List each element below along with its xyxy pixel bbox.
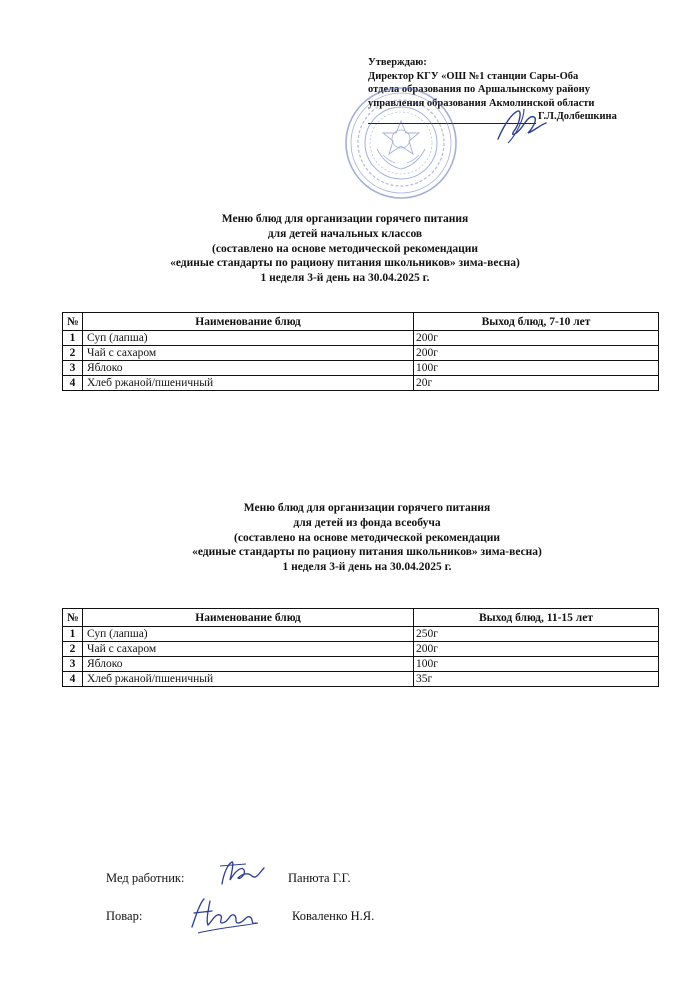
official-seal-stamp [343,85,459,201]
menu1-title-line: «единые стандарты по рациону питания школьников» зима-весна) [170,257,520,270]
menu2-table [62,608,659,687]
portion-size: 200г [414,346,659,361]
portion-size: 200г [414,642,659,657]
menu1-title [0,212,694,286]
row-number: 3 [63,657,83,672]
menu1-title-line: для детей начальных классов [267,227,423,240]
approval-line-2: отдела образования по Аршалынскому району [368,84,590,96]
row-number: 4 [63,376,83,391]
dish-name: Чай с сахаром [83,346,414,361]
menu2-title-line: 1 неделя 3-й день на 30.04.2025 г. [282,561,452,574]
portion-size: 250г [414,627,659,642]
table-row [63,346,659,361]
medic-name: Панюта Г.Г. [288,871,351,885]
medic-signature [216,858,270,890]
row-number: 1 [63,331,83,346]
menu1-table [62,312,659,391]
menu2-title-line: для детей из фонда всеобуча [293,516,441,529]
dish-name: Яблоко [83,361,414,376]
director-signature [494,105,550,145]
table-row [63,672,659,687]
approval-heading: Утверждаю: [368,57,427,68]
table-header-row [63,609,659,627]
table-row [63,657,659,672]
dish-name: Хлеб ржаной/пшеничный [83,672,414,687]
header-dish-name: Наименование блюд [83,313,414,331]
row-number: 1 [63,627,83,642]
approval-line-1: Директор КГУ «ОШ №1 станции Сары-Оба [368,70,579,82]
dish-name: Хлеб ржаной/пшеничный [83,376,414,391]
header-number: № [63,609,83,627]
header-portion: Выход блюд, 7-10 лет [414,313,659,331]
table-header-row [63,313,659,331]
row-number: 2 [63,346,83,361]
approval-signer: Г.Л.Долбешкина [538,111,617,123]
dish-name: Суп (лапша) [83,627,414,642]
menu2-title-line: «единые стандарты по рациону питания школьников» зима-весна) [192,546,542,559]
table-row [63,376,659,391]
table-row [63,627,659,642]
row-number: 2 [63,642,83,657]
cook-label: Повар: [106,909,143,923]
menu2-title-line: (составлено на основе методической рекомендации [234,531,500,544]
table-row [63,331,659,346]
portion-size: 100г [414,657,659,672]
table-row [63,361,659,376]
portion-size: 35г [414,672,659,687]
medic-label: Мед работник: [106,871,185,885]
cook-signature [184,893,264,935]
approval-line-3: управления образования Акмолинской области [368,97,595,109]
header-portion: Выход блюд, 11-15 лет [414,609,659,627]
portion-size: 200г [414,331,659,346]
dish-name: Яблоко [83,657,414,672]
header-number: № [63,313,83,331]
portion-size: 100г [414,361,659,376]
row-number: 3 [63,361,83,376]
menu2-title-line: Меню блюд для организации горячего питания [243,502,491,514]
table-row [63,642,659,657]
menu1-title-line: 1 неделя 3-й день на 30.04.2025 г. [260,272,430,285]
menu1-title-line: Меню блюд для организации горячего питания [221,213,469,225]
menu1-title-line: (составлено на основе методической рекомендации [212,242,478,255]
row-number: 4 [63,672,83,687]
portion-size: 20г [414,376,659,391]
menu2-title [18,501,698,575]
dish-name: Чай с сахаром [83,642,414,657]
header-dish-name: Наименование блюд [83,609,414,627]
cook-name: Коваленко Н.Я. [292,909,375,923]
dish-name: Суп (лапша) [83,331,414,346]
